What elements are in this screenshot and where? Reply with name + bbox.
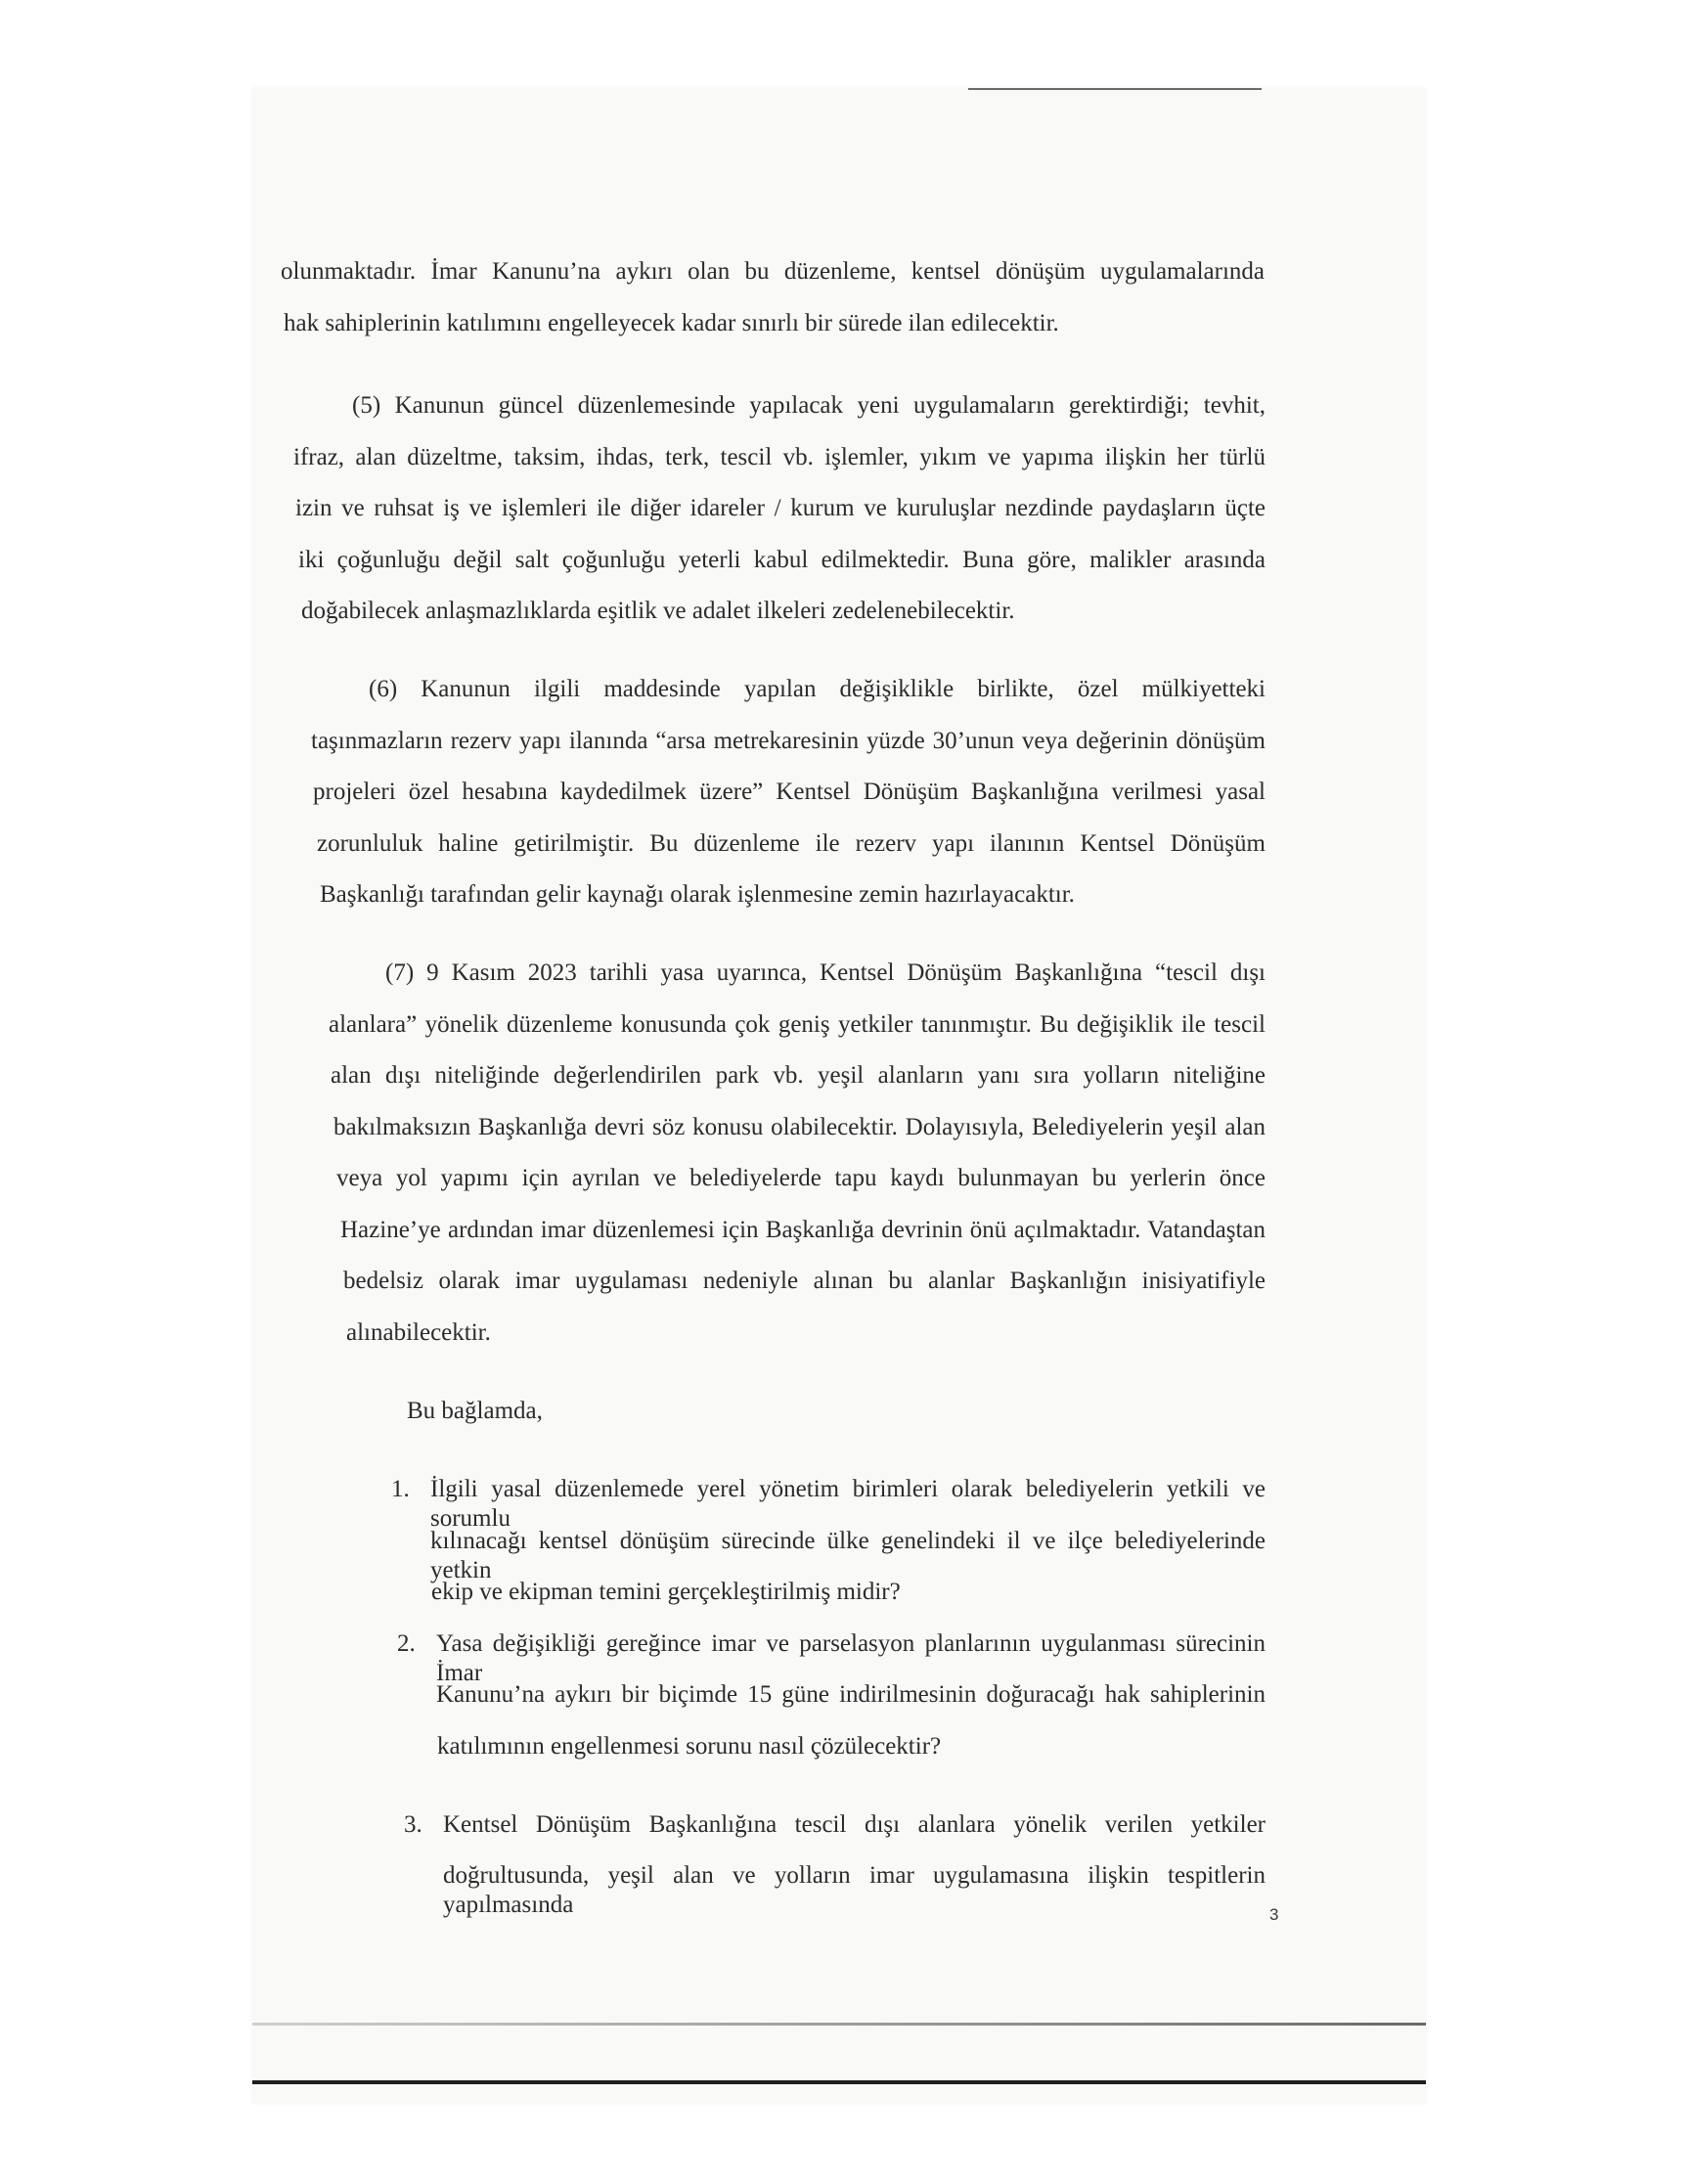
- paragraph-line: bedelsiz olarak imar uygulaması nedeniyle alınan bu alanlar Başkanlığın inisiyatifiyle: [343, 1268, 1266, 1294]
- question-number: 2.: [397, 1630, 416, 1657]
- paragraph-line: (6) Kanunun ilgili maddesinde yapılan değişiklikle birlikte, özel mülkiyetteki: [369, 676, 1266, 702]
- question-line: kılınacağı kentsel dönüşüm sürecinde ülke genelindeki il ve ilçe belediyelerinde yetkin: [430, 1528, 1266, 1583]
- question-line: Kanunu’na aykırı bir biçimde 15 güne indirilmesinin doğuracağı hak sahiplerinin: [436, 1681, 1266, 1708]
- paragraph-line: projeleri özel hesabına kaydedilmek üzere” Kentsel Dönüşüm Başkanlığına verilmesi yasal: [313, 779, 1266, 805]
- paragraph-line: ifraz, alan düzeltme, taksim, ihdas, terk, tescil vb. işlemler, yıkım ve yapıma ilişkin her türlü: [293, 444, 1266, 470]
- paragraph-line: alınabilecektir.: [346, 1319, 491, 1346]
- paragraph-line: (7) 9 Kasım 2023 tarihli yasa uyarınca, Kentsel Dönüşüm Başkanlığına “tescil dışı: [385, 959, 1266, 986]
- paragraph-line: izin ve ruhsat iş ve işlemleri ile diğer idareler / kurum ve kuruluşlar nezdinde paydaşların üçte: [295, 495, 1266, 521]
- paragraph-line: doğabilecek anlaşmazlıklarda eşitlik ve adalet ilkeleri zedelenebilecektir.: [301, 598, 1015, 624]
- paragraph-line: alanlara” yönelik düzenleme konusunda çok geniş yetkiler tanınmıştır. Bu değişiklik ile tescil: [329, 1011, 1266, 1038]
- question-line: Kentsel Dönüşüm Başkanlığına tescil dışı alanlara yönelik verilen yetkiler: [443, 1811, 1266, 1838]
- scan-edge-line-bottom-dark: [252, 2080, 1426, 2084]
- context-heading: Bu bağlamda,: [407, 1398, 543, 1424]
- paragraph-line: veya yol yapımı için ayrılan ve belediyelerde tapu kaydı bulunmayan bu yerlerin önce: [336, 1165, 1266, 1191]
- question-line: doğrultusunda, yeşil alan ve yolların imar uygulamasına ilişkin tespitlerin yapılmasında: [443, 1862, 1266, 1918]
- question-line: İlgili yasal düzenlemede yerel yönetim birimleri olarak belediyelerin yetkili ve sorumlu: [430, 1476, 1266, 1532]
- paragraph-line: iki çoğunluğu değil salt çoğunluğu yeterli kabul edilmektedir. Buna göre, malikler arasında: [298, 547, 1266, 573]
- question-line: ekip ve ekipman temini gerçekleştirilmiş midir?: [431, 1579, 901, 1605]
- paragraph-line: alan dışı niteliğinde değerlendirilen park vb. yeşil alanların yanı sıra yolların niteliğine: [331, 1062, 1266, 1089]
- paragraph-line: hak sahiplerinin katılımını engelleyecek kadar sınırlı bir sürede ilan edilecektir.: [284, 310, 1059, 336]
- paragraph-line: bakılmaksızın Başkanlığa devri söz konusu olabilecektir. Dolayısıyla, Belediyelerin yeşil alan: [333, 1114, 1266, 1140]
- question-line: katılımının engellenmesi sorunu nasıl çözülecektir?: [437, 1733, 942, 1760]
- question-number: 1.: [391, 1476, 410, 1502]
- paragraph-line: (5) Kanunun güncel düzenlemesinde yapılacak yeni uygulamaların gerektirdiği; tevhit,: [352, 392, 1266, 419]
- question-number: 3.: [404, 1811, 422, 1838]
- question-line: Yasa değişikliği gereğince imar ve parselasyon planlarının uygulanması sürecinin İmar: [436, 1630, 1266, 1686]
- page-number: 3: [1269, 1905, 1279, 1924]
- paragraph-line: olunmaktadır. İmar Kanunu’na aykırı olan bu düzenleme, kentsel dönüşüm uygulamalarında: [281, 258, 1265, 285]
- scan-edge-line-bottom-light: [252, 2023, 1426, 2026]
- paragraph-line: Başkanlığı tarafından gelir kaynağı olarak işlenmesine zemin hazırlayacaktır.: [320, 881, 1075, 908]
- paragraph-line: taşınmazların rezerv yapı ilanında “arsa metrekaresinin yüzde 30’unun veya değerinin dönüşüm: [311, 728, 1266, 754]
- document-page: [252, 88, 1426, 2103]
- scan-edge-line-top: [968, 88, 1262, 90]
- paragraph-line: zorunluluk haline getirilmiştir. Bu düzenleme ile rezerv yapı ilanının Kentsel Dönüşüm: [317, 830, 1266, 857]
- paragraph-line: Hazine’ye ardından imar düzenlemesi için Başkanlığa devrinin önü açılmaktadır. Vatandaştan: [340, 1217, 1266, 1243]
